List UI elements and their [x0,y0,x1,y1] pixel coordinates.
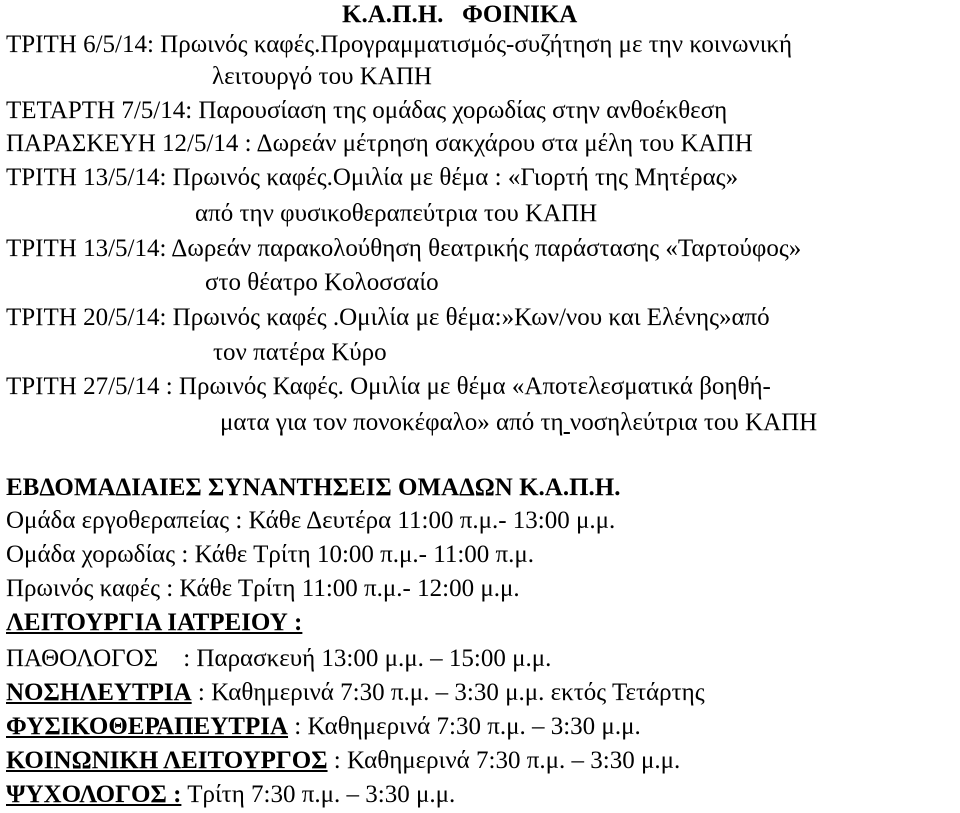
clinic-schedule-psychologist: Τρίτη 7:30 π.μ. – 3:30 μ.μ. [181,781,456,808]
program-entry-7-line-2-end: νοσηλεύτρια του ΚΑΠΗ [569,409,818,436]
weekly-meetings-heading: ΕΒΔΟΜΑΔΙΑΙΕΣ ΣΥΝΑΝΤΗΣΕΙΣ ΟΜΑΔΩΝ Κ.Α.Π.Η. [6,474,621,501]
document-title [342,0,577,30]
clinic-role-psychologist: ΨΥΧΟΛΟΓΟΣ : [6,781,182,808]
weekly-meeting-ergotherapy: Ομάδα εργοθεραπείας : Κάθε Δευτέρα 11:00 π.μ.- 13:00 μ.μ. [6,507,616,534]
clinic-schedule-pathologist: : Παρασκευή 13:00 μ.μ. – 15:00 μ.μ. [158,645,552,672]
program-entry-5-line-2: στο θέατρο Κολοσσαίο [205,269,439,296]
clinic-role-physiotherapist: ΦΥΣΙΚΟΘΕΡΑΠΕΥΤΡΙΑ [6,713,289,740]
weekly-meeting-coffee: Πρωινός καφές : Κάθε Τρίτη 11:00 π.μ.- 12:00 μ.μ. [6,575,520,602]
title-kapi: Κ.Α.Π.Η. [342,1,444,28]
weekly-meeting-choir: Ομάδα χορωδίας : Κάθε Τρίτη 10:00 π.μ.- 11:00 π.μ. [6,541,535,568]
clinic-row-physiotherapist [6,712,641,742]
clinic-schedule-social-worker: : Καθημερινά 7:30 π.μ. – 3:30 μ.μ. [327,747,681,774]
program-entry-3: ΠΑΡΑΣΚΕΥΗ 12/5/14 : Δωρεάν μέτρηση σακχάρου στα μέλη του ΚΑΠΗ [6,130,753,157]
program-entry-6-line-2: τον πατέρα Κύρο [213,339,387,366]
clinic-role-social-worker: ΚΟΙΝΩΝΙΚΗ ΛΕΙΤΟΥΡΓΟΣ [6,747,328,774]
clinic-row-nurse [6,678,705,708]
clinic-role-nurse: ΝΟΣΗΛΕΥΤΡΙΑ [6,679,192,706]
program-entry-7-line-2-start: ματα για τον πονοκέφαλο» από τη [220,409,564,436]
clinic-row-pathologist [6,644,551,674]
clinic-row-social-worker [6,746,680,776]
program-entry-4-line-2: από την φυσικοθεραπεύτρια του ΚΑΠΗ [195,200,598,227]
clinic-heading: ΛΕΙΤΟΥΡΓΙΑ ΙΑΤΡΕΙΟΥ : [6,609,303,636]
program-entry-1-line-2: λειτουργό του ΚΑΠΗ [212,63,432,90]
program-entry-5-line-1: ΤΡΙΤΗ 13/5/14: Δωρεάν παρακολούθηση θεατρικής παράστασης «Ταρτούφος» [6,235,802,262]
clinic-role-pathologist: ΠΑΘΟΛΟΓΟΣ [6,645,159,672]
program-entry-7-line-1: ΤΡΙΤΗ 27/5/14 : Πρωινός Καφές. Ομιλία με θέμα «Αποτελεσματικά βοηθή- [6,373,771,400]
program-entry-2: ΤΕΤΑΡΤΗ 7/5/14: Παρουσίαση της ομάδας χορωδίας στην ανθοέκθεση [6,97,728,124]
clinic-schedule-nurse: : Καθημερινά 7:30 π.μ. – 3:30 μ.μ. εκτός Τετάρτης [191,679,705,706]
program-entry-7-line-2 [220,408,817,438]
clinic-row-psychologist [6,780,455,810]
clinic-schedule-physiotherapist: : Καθημερινά 7:30 π.μ. – 3:30 μ.μ. [288,713,641,740]
program-entry-4-line-1: ΤΡΙΤΗ 13/5/14: Πρωινός καφές.Ομιλία με θέμα : «Γιορτή της Μητέρας» [6,164,739,191]
program-entry-6-line-1: ΤΡΙΤΗ 20/5/14: Πρωινός καφές .Ομιλία με θέμα:»Κων/νου και Ελένης»από [6,304,770,331]
program-entry-1-line-1: ΤΡΙΤΗ 6/5/14: Πρωινός καφές.Προγραμματισμός-συζήτηση με την κοινωνική [6,31,793,58]
title-location: ΦΟΙΝΙΚΑ [462,1,578,28]
